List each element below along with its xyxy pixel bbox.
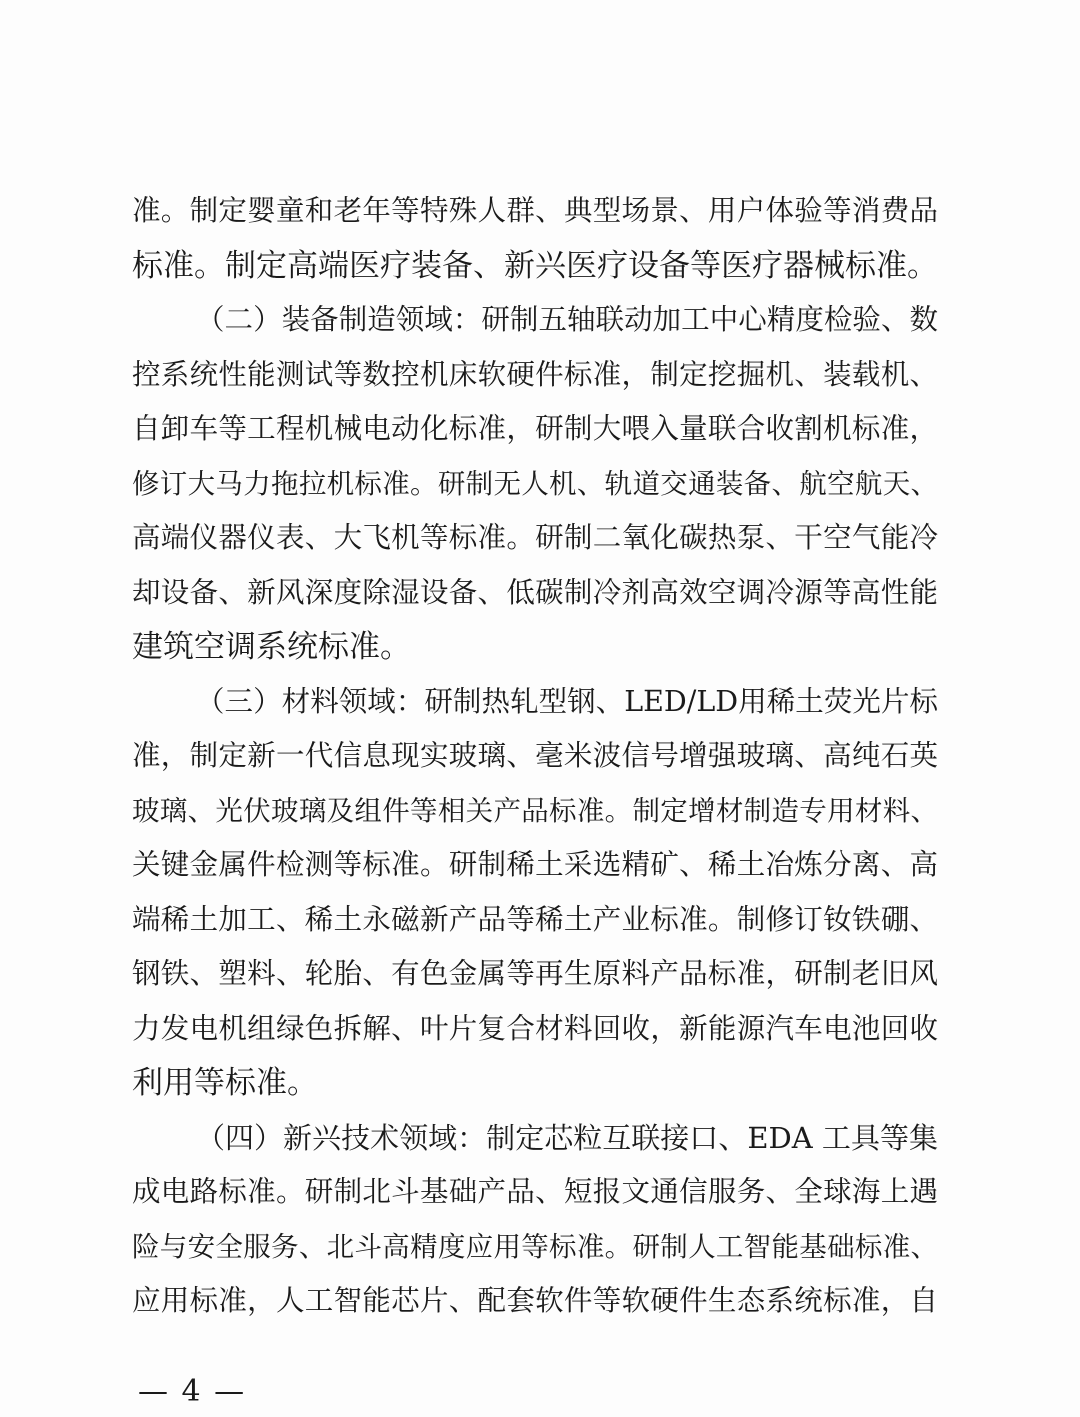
text-line: 自卸车等工程机械电动化标准，研制大喂入量联合收割机标准， bbox=[132, 412, 938, 445]
text-line: 修订大马力拖拉机标准。研制无人机、轨道交通装备、航空航天、 bbox=[132, 467, 938, 500]
section-heading-line: （四）新兴技术领域：制定芯粒互联接口、EDA 工具等集 bbox=[196, 1120, 938, 1155]
text-line: 应用标准，人工智能芯片、配套软件等软硬件生态系统标准，自 bbox=[132, 1284, 938, 1317]
page-number: — 4 — bbox=[138, 1374, 247, 1409]
text-line: 钢铁、塑料、轮胎、有色金属等再生原料产品标准，研制老旧风 bbox=[132, 957, 938, 990]
text-line: 准。制定婴童和老年等特殊人群、典型场景、用户体验等消费品 bbox=[132, 194, 938, 227]
text-line: 控系统性能测试等数控机床软硬件标准，制定挖掘机、装载机、 bbox=[132, 357, 938, 391]
text-line: 端稀土加工、稀土永磁新产品等稀土产业标准。制修订钕铁硼、 bbox=[132, 902, 938, 936]
text-line: 却设备、新风深度除湿设备、低碳制冷剂高效空调冷源等高性能 bbox=[132, 575, 938, 609]
text-line: 标准。制定高端医疗装备、新兴医疗设备等医疗器械标准。 bbox=[132, 247, 938, 284]
section-heading-line: （三）材料领域：研制热轧型钢、LED/LD用稀土荧光片标 bbox=[196, 684, 938, 718]
section-heading-line: （二）装备制造领域：研制五轴联动加工中心精度检验、数 bbox=[196, 303, 938, 336]
body-text bbox=[132, 184, 938, 1329]
text-line: 准，制定新一代信息现实玻璃、毫米波信号增强玻璃、高纯石英 bbox=[132, 739, 938, 772]
text-line: 利用等标准。 bbox=[132, 1065, 318, 1101]
text-line: 建筑空调系统标准。 bbox=[132, 629, 411, 665]
text-line: 关键金属件检测等标准。研制稀土采选精矿、稀土冶炼分离、高 bbox=[132, 848, 938, 881]
text-line: 高端仪器仪表、大飞机等标准。研制二氧化碳热泵、干空气能冷 bbox=[132, 521, 938, 554]
text-line: 成电路标准。研制北斗基础产品、短报文通信服务、全球海上遇 bbox=[132, 1175, 938, 1208]
text-line: 险与安全服务、北斗高精度应用等标准。研制人工智能基础标准、 bbox=[132, 1230, 938, 1263]
text-line: 玻璃、光伏玻璃及组件等相关产品标准。制定增材制造专用材料、 bbox=[132, 794, 938, 827]
text-line: 力发电机组绿色拆解、叶片复合材料回收，新能源汽车电池回收 bbox=[132, 1011, 938, 1045]
